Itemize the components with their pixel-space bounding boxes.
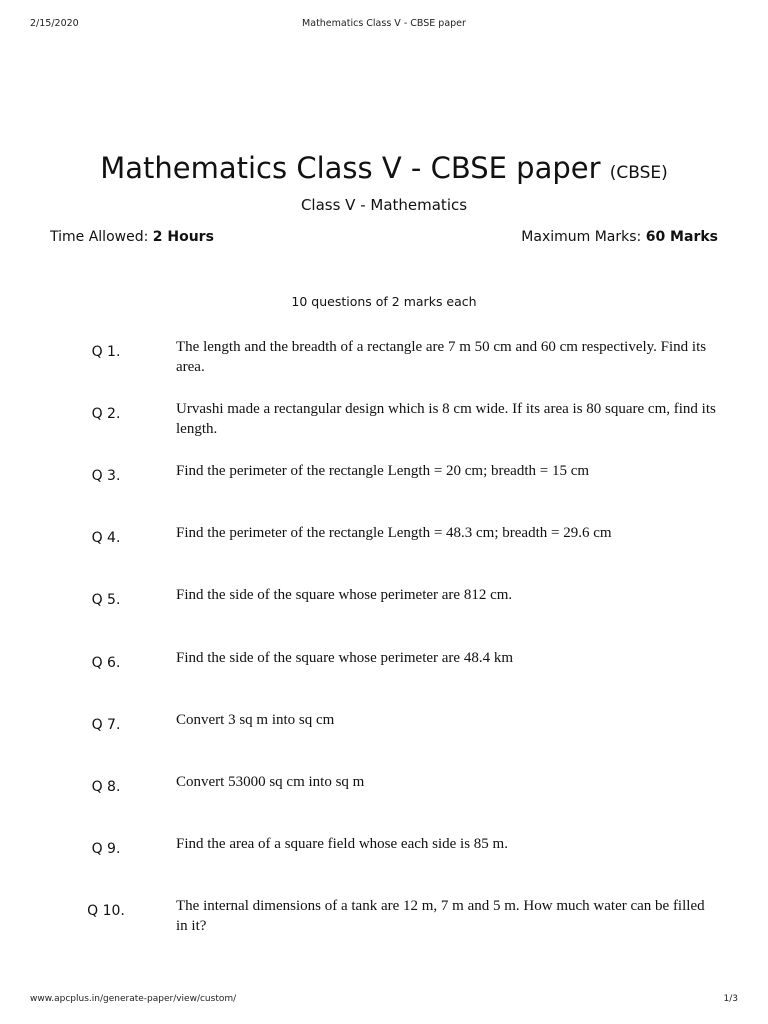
maximum-marks-value: 60 Marks [645,229,718,245]
time-allowed [50,226,214,248]
paper-meta [50,226,718,248]
page-number: 1/3 [723,994,738,1004]
question-text: Find the perimeter of the rectangle Length = 48.3 cm; breadth = 29.6 cm [176,525,612,541]
question-number: Q 2. [91,406,121,422]
question-item [0,586,768,648]
print-footer [30,994,738,1008]
question-item [0,773,768,835]
print-header [30,18,738,32]
question-number: Q 3. [91,468,121,484]
paper-subtitle: Class V - Mathematics [300,196,468,214]
question-number: Q 8. [91,779,121,795]
question-number: Q 5. [91,592,121,608]
print-url: www.apcplus.in/generate-paper/view/custom/ [30,994,237,1004]
time-allowed-label: Time Allowed: [50,229,149,245]
question-text: Find the side of the square whose perimeter are 48.4 km [176,650,513,666]
paper-board: (CBSE) [609,163,668,183]
time-allowed-value: 2 Hours [152,229,214,245]
question-item [0,835,768,897]
question-text: Convert 3 sq m into sq cm [176,712,335,728]
maximum-marks-label: Maximum Marks: [521,229,642,245]
paper-title-text: Mathematics Class V - CBSE paper [100,151,601,185]
question-item [0,400,768,462]
question-item [0,649,768,711]
question-number: Q 4. [91,530,121,546]
question-text: Find the area of a square field whose each side is 85 m. [176,836,508,852]
question-number: Q 9. [91,841,121,857]
print-title: Mathematics Class V - CBSE paper [302,18,466,29]
question-item [0,711,768,773]
section-note: 10 questions of 2 marks each [291,294,477,309]
question-text: Convert 53000 sq cm into sq m [176,774,365,790]
question-number: Q 1. [91,344,121,360]
question-item [0,897,768,959]
paper-title [0,148,768,193]
question-text: Urvashi made a rectangular design which is 8 cm wide. If its area is 80 square cm, find its length. [176,401,716,437]
question-text: The length and the breadth of a rectangle are 7 m 50 cm and 60 cm respectively. Find its area. [176,339,707,375]
question-number: Q 6. [91,655,121,671]
question-item [0,524,768,586]
maximum-marks [521,226,718,248]
print-date: 2/15/2020 [30,18,79,29]
question-number: Q 7. [91,717,121,733]
question-text: Find the side of the square whose perimeter are 812 cm. [176,587,513,603]
question-text: Find the perimeter of the rectangle Length = 20 cm; breadth = 15 cm [176,463,590,479]
question-text: The internal dimensions of a tank are 12 m, 7 m and 5 m. How much water can be filled in it? [176,898,705,934]
question-number: Q 10. [87,903,125,919]
question-item [0,462,768,524]
question-item [0,338,768,400]
